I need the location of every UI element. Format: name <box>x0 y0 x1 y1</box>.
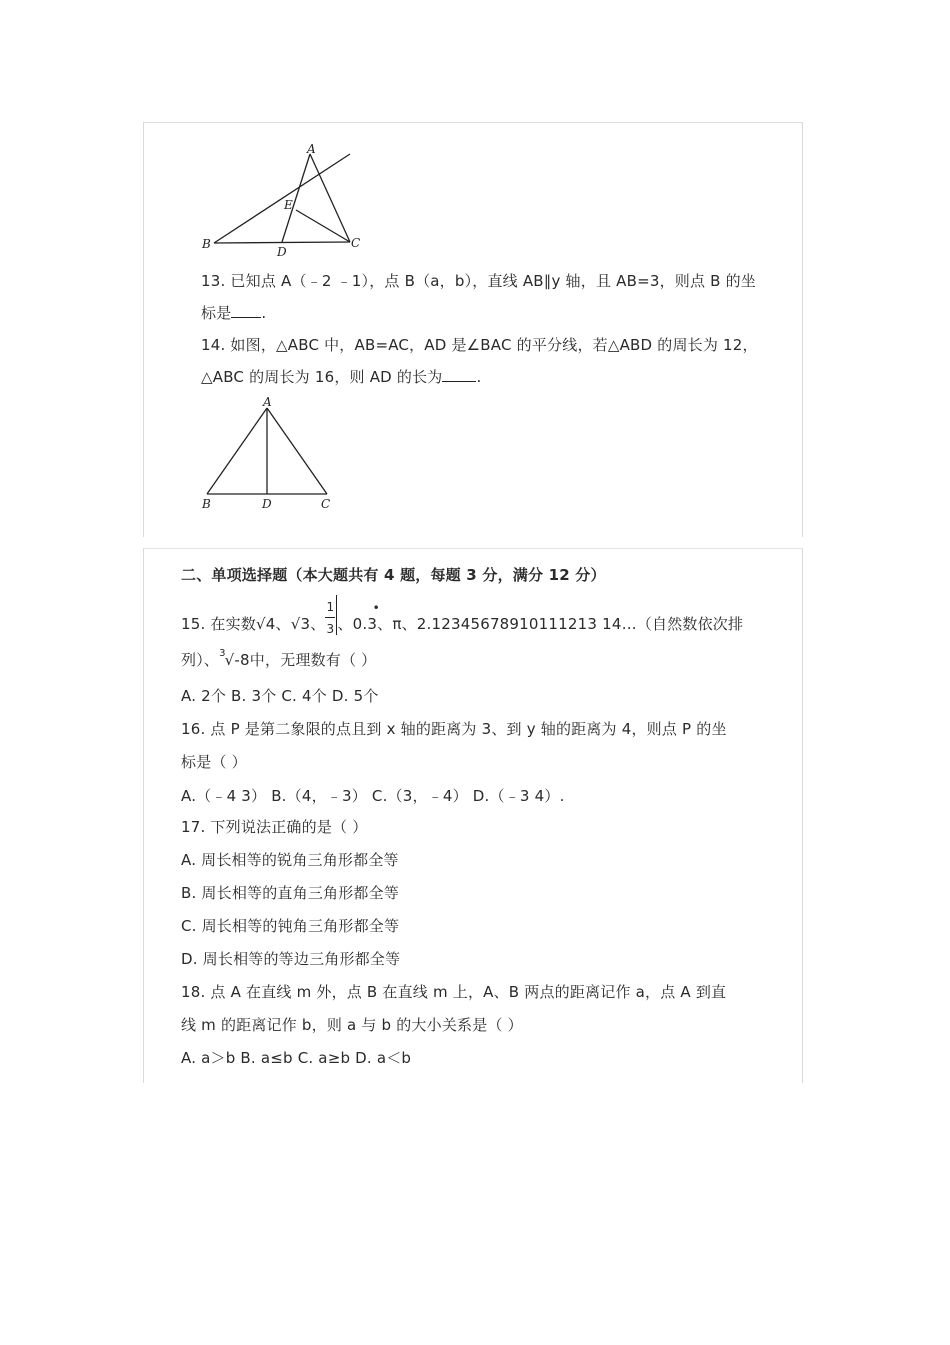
isosceles-triangle-figure <box>199 396 369 516</box>
q13-line2 <box>201 303 266 323</box>
q15-options: A. 2个 B. 3个 C. 4个 D. 5个 <box>181 687 379 705</box>
answer-blank-14 <box>442 367 476 382</box>
label-a: A <box>263 396 272 409</box>
section-title: 二、单项选择题（本大题共有 4 题，每题 3 分，满分 12 分） <box>181 566 606 584</box>
q15-line1 <box>181 599 744 636</box>
q13-cont: 标是 <box>201 304 232 322</box>
label-d: D <box>277 245 287 259</box>
triangle-figure-abc-e <box>199 143 399 283</box>
label-e: E <box>284 198 293 212</box>
sqrt-4: √4 <box>256 615 276 633</box>
q17-option-c: C. 周长相等的钝角三角形都全等 <box>181 917 400 935</box>
q16-options: A.（﹣4 3） B.（4，﹣3） C.（3，﹣4） D.（﹣3 4）. <box>181 787 565 805</box>
q13-line1: 13. 已知点 A（﹣2 ﹣1），点 B（a，b），直线 AB∥y 轴，且 AB=3，则点 B 的坐 <box>201 272 757 290</box>
q14-line1: 14. 如图，△ABC 中，AB=AC，AD 是∠BAC 的平分线，若△ABD 的周长为 12， <box>201 336 758 354</box>
q15-line2 <box>181 650 376 673</box>
q17-option-b: B. 周长相等的直角三角形都全等 <box>181 884 400 902</box>
q16-line2: 标是（ ） <box>181 753 247 771</box>
answer-blank-13 <box>231 303 261 318</box>
q17-option-d: D. 周长相等的等边三角形都全等 <box>181 950 401 968</box>
sep: 、 <box>310 615 326 633</box>
question-card-1 <box>143 122 803 537</box>
repeating-decimal <box>352 601 380 634</box>
cube-root-neg-8: √-8 <box>224 651 250 669</box>
q15-prefix: 15. 在实数 <box>181 615 257 633</box>
label-a: A <box>307 143 316 156</box>
frac-numerator: 1 <box>326 599 335 614</box>
q16-line1: 16. 点 P 是第二象限的点且到 x 轴的距离为 3、到 y 轴的距离为 4，则点 P 的坐 <box>181 720 727 738</box>
q14-end: . <box>476 368 482 386</box>
label-d: D <box>262 497 272 511</box>
label-c: C <box>351 236 361 250</box>
label-b: B <box>202 497 211 511</box>
label-c: C <box>321 497 331 511</box>
q18-line1: 18. 点 A 在直线 m 外，点 B 在直线 m 上，A、B 两点的距离记作 a，点 A 到直 <box>181 983 727 1001</box>
q15-rest: 、π、2.12345678910111213 14…（自然数依次排 <box>377 615 744 633</box>
sep: 、 <box>337 615 353 633</box>
sqrt-3: √3 <box>290 615 311 633</box>
q17-stem: 17. 下列说法正确的是（ ） <box>181 818 368 836</box>
q15-tail: 中，无理数有（ ） <box>249 651 377 669</box>
q13-end: . <box>261 304 267 322</box>
frac-denominator: 3 <box>326 621 335 636</box>
q14-line2 <box>201 367 481 387</box>
q18-line2: 线 m 的距离记作 b，则 a 与 b 的大小关系是（ ） <box>181 1016 523 1034</box>
fraction-one-third <box>325 599 337 636</box>
q14-cont: △ABC 的周长为 16，则 AD 的长为 <box>201 368 443 386</box>
sep: 、 <box>275 615 291 633</box>
label-b: B <box>202 237 211 251</box>
decimal-value: 0.3 <box>352 615 378 633</box>
q15-cont: 列）、 <box>181 651 220 669</box>
repeat-dot: • <box>372 601 380 615</box>
q17-option-a: A. 周长相等的锐角三角形都全等 <box>181 851 399 869</box>
cube-root-index: 3 <box>219 648 226 659</box>
q18-options: A. a＞b B. a≤b C. a≥b D. a＜b <box>181 1049 412 1067</box>
question-card-2 <box>143 548 803 1083</box>
